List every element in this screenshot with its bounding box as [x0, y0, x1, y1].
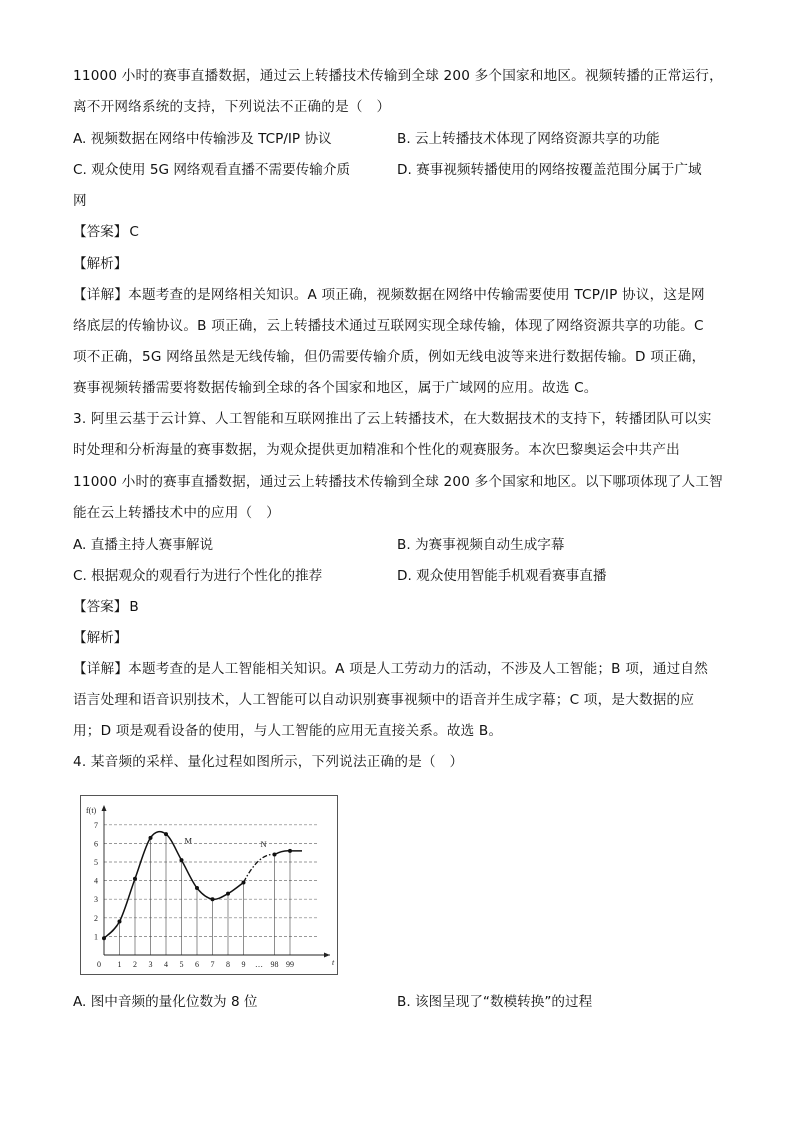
sample-point-8: [226, 892, 230, 896]
x-tick-3: 3: [148, 960, 153, 969]
q3-answer: [73, 597, 139, 617]
x-tick-2: 2: [133, 960, 137, 969]
sample-point-9: [242, 880, 246, 884]
q2-option-d-continued: 网: [73, 193, 87, 209]
q3-option-d: D. 观众使用智能手机观看赛事直播: [397, 568, 607, 584]
q3-detail-line-3: 用；D 项是观看设备的使用，与人工智能的应用无直接关系。故选 B。: [73, 723, 503, 739]
x-tick-1: 1: [117, 960, 122, 969]
sample-point-98: [273, 853, 277, 857]
x-tick-0: 0: [97, 960, 101, 969]
sample-point-1: [118, 920, 122, 924]
annotation-n: N: [260, 839, 267, 850]
x-tick-9: 9: [241, 960, 246, 969]
x-tick-6: 6: [195, 960, 199, 969]
q2-answer: [73, 222, 139, 242]
y-tick-6: 6: [94, 839, 98, 849]
signal-curve-gap: [244, 854, 275, 882]
y-axis-label: f(t): [86, 806, 97, 815]
q2-answer-value: C: [129, 224, 139, 240]
q4-option-a: A. 图中音频的量化位数为 8 位: [73, 994, 258, 1010]
q2-stem-line-2: 离不开网络系统的支持，下列说法不正确的是（ ）: [73, 99, 391, 115]
q2-analysis-label: 【解析】: [73, 256, 128, 272]
x-tick-10: …: [255, 960, 263, 969]
x-tick-12: 99: [286, 960, 294, 969]
sampling-quantization-chart: [80, 795, 338, 975]
sample-point-6: [195, 886, 199, 890]
sample-point-2: [133, 877, 137, 881]
q3-option-a: A. 直播主持人赛事解说: [73, 537, 214, 553]
x-tick-11: 98: [270, 960, 279, 969]
q2-detail-line-4: 赛事视频转播需要将数据传输到全球的各个国家和地区，属于广域网的应用。故选 C。: [73, 380, 598, 396]
q2-detail-line-1: 【详解】本题考查的是网络相关知识。A 项正确，视频数据在网络中传输需要使用 TCP/IP 协议，这是网: [73, 287, 705, 303]
sample-point-3: [149, 836, 153, 840]
q3-analysis-label: 【解析】: [73, 630, 128, 646]
q4-stem: 4. 某音频的采样、量化过程如图所示，下列说法正确的是（ ）: [73, 754, 464, 770]
q2-option-b: B. 云上转播技术体现了网络资源共享的功能: [397, 131, 660, 147]
q3-stem-line-1: 3. 阿里云基于云计算、人工智能和互联网推出了云上转播技术，在大数据技术的支持下，转播团队可以实: [73, 411, 712, 427]
x-axis-arrow: [324, 953, 330, 958]
q3-stem-line-4: 能在云上转播技术中的应用（ ）: [73, 505, 280, 521]
q2-option-d: D. 赛事视频转播使用的网络按覆盖范围分属于广域: [397, 162, 702, 178]
y-tick-2: 2: [94, 913, 98, 923]
y-tick-3: 3: [94, 895, 98, 905]
sample-point-4: [164, 832, 168, 836]
q3-option-c: C. 根据观众的观看行为进行个性化的推荐: [73, 568, 323, 584]
q3-option-b: B. 为赛事视频自动生成字幕: [397, 537, 565, 553]
x-tick-8: 8: [226, 960, 230, 969]
x-axis-label: t: [332, 958, 335, 967]
y-tick-4: 4: [94, 876, 98, 886]
q2-option-a: A. 视频数据在网络中传输涉及 TCP/IP 协议: [73, 131, 332, 147]
q2-detail-line-2: 络底层的传输协议。B 项正确，云上转播技术通过互联网实现全球传输，体现了网络资源共享的功能。C: [73, 318, 704, 334]
q4-option-b: B. 该图呈现了“数模转换”的过程: [397, 994, 593, 1010]
q3-detail-line-2: 语言处理和语音识别技术，人工智能可以自动识别赛事视频中的语音并生成字幕；C 项，是大数据的应: [73, 692, 695, 708]
y-axis-arrow: [102, 805, 107, 811]
q3-stem-line-3: 11000 小时的赛事直播数据，通过云上转播技术传输到全球 200 多个国家和地区。以下哪项体现了人工智: [73, 474, 723, 490]
y-tick-7: 7: [94, 820, 98, 830]
q2-option-c: C. 观众使用 5G 网络观看直播不需要传输介质: [73, 162, 351, 178]
q3-answer-label: 【答案】: [73, 599, 128, 615]
sample-point-5: [180, 858, 184, 862]
y-tick-1: 1: [94, 932, 98, 942]
x-tick-4: 4: [164, 960, 168, 969]
q2-answer-label: 【答案】: [73, 224, 128, 240]
chart-frame: [81, 796, 338, 975]
q3-detail-line-1: 【详解】本题考查的是人工智能相关知识。A 项是人工劳动力的活动，不涉及人工智能；B 项，通过自然: [73, 661, 708, 677]
x-tick-7: 7: [210, 960, 215, 969]
q3-answer-value: B: [129, 599, 139, 615]
sample-point-99: [288, 849, 292, 853]
signal-curve: [104, 832, 244, 939]
sample-point-7: [211, 897, 215, 901]
q3-stem-line-2: 时处理和分析海量的赛事数据，为观众提供更加精准和个性化的观赛服务。本次巴黎奥运会中共产出: [73, 442, 680, 458]
sample-point-0: [102, 936, 106, 940]
q2-detail-line-3: 项不正确，5G 网络虽然是无线传输，但仍需要传输介质，例如无线电波等来进行数据传输。D 项正确，: [73, 349, 706, 365]
annotation-m: M: [184, 835, 193, 846]
x-tick-5: 5: [179, 960, 184, 969]
q2-stem-line-1: 11000 小时的赛事直播数据，通过云上转播技术传输到全球 200 多个国家和地区。视频转播的正常运行，: [73, 68, 723, 84]
y-tick-5: 5: [94, 858, 98, 867]
